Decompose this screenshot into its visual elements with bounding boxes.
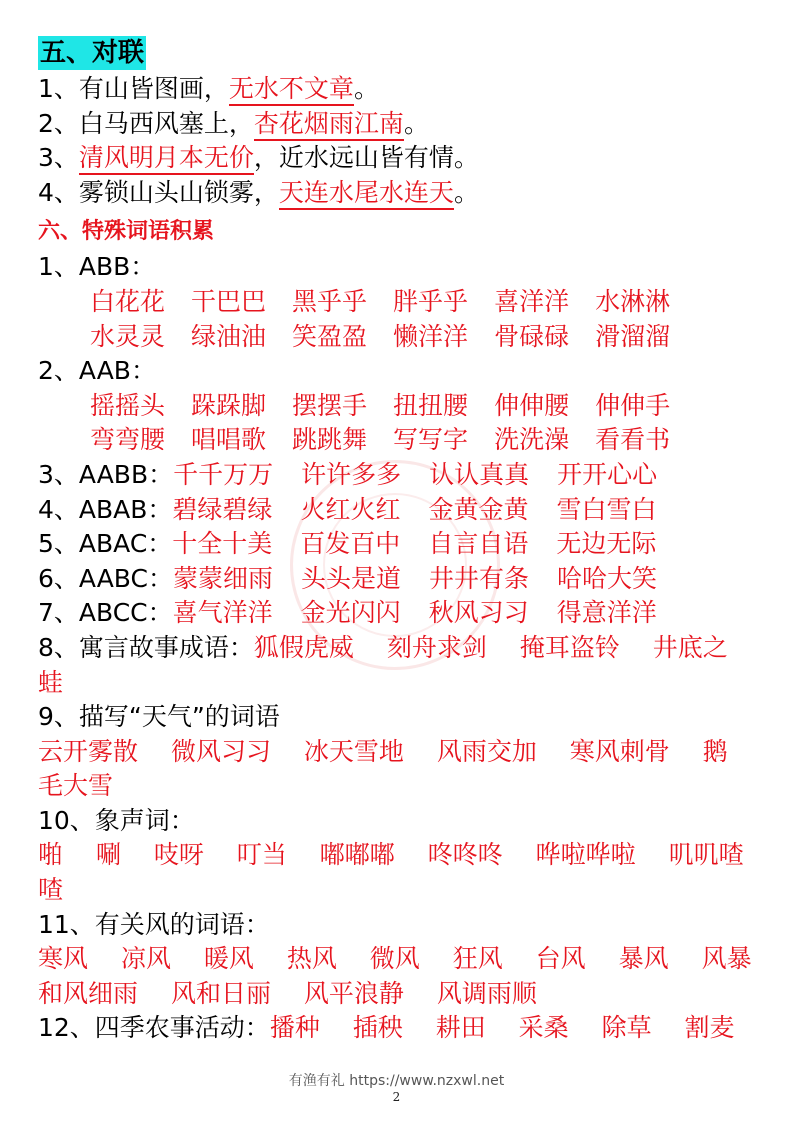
- weather-label: 9、描写“天气”的词语: [38, 702, 280, 732]
- word: 摆摆手: [292, 390, 368, 420]
- section-5-title: 五、对联: [40, 38, 145, 68]
- couplet-end: 。: [353, 74, 379, 103]
- word: 自言自语: [428, 529, 529, 559]
- word: 干巴巴: [191, 286, 267, 316]
- word: 喜洋洋: [494, 286, 570, 316]
- word: 百发百中: [300, 529, 401, 559]
- pattern-aabb: [38, 458, 768, 493]
- word: 跺跺脚: [191, 390, 267, 420]
- word: 井井有条: [429, 563, 530, 593]
- onomatopoeia-words: 啪 唰 吱呀 叮当 嘟嘟嘟 咚咚咚 哗啦哗啦 叽叽喳: [38, 840, 744, 870]
- word: 千千万万: [173, 459, 274, 489]
- abb-row-1: [38, 285, 768, 320]
- couplet-answer: 天连水尾水连天: [279, 178, 454, 210]
- word: 十全十美: [172, 529, 273, 559]
- word: 扭扭腰: [393, 390, 469, 420]
- item-number: 1、: [38, 74, 79, 103]
- word: 无边无际: [556, 529, 657, 559]
- idioms-line: [38, 631, 768, 666]
- couplet-second-half: ，近水远山皆有情。: [253, 143, 479, 173]
- couplet-2: [38, 107, 768, 142]
- word: 认认真真: [429, 459, 530, 489]
- word: 水灵灵: [90, 321, 166, 351]
- couplet-end: 。: [453, 177, 479, 207]
- word: 懒洋洋: [393, 321, 469, 351]
- couplet-first-half: 雾锁山头山锁雾，: [78, 177, 279, 207]
- word: 蒙蒙细雨: [172, 563, 273, 593]
- word: 雪白雪白: [556, 494, 657, 524]
- item-number: 3、: [38, 143, 79, 173]
- word: 唱唱歌: [191, 425, 267, 455]
- farm-words: 播种 插秧 耕田 采桑 除草 割麦: [269, 1013, 735, 1043]
- pattern-aabc: [38, 562, 768, 597]
- word: 骨碌碌: [494, 321, 570, 351]
- word: 摇摇头: [90, 390, 166, 420]
- farm-label: 12、四季农事活动：: [38, 1013, 270, 1043]
- idioms-words: 狐假虎威 刻舟求剑 掩耳盗铃 井底之: [253, 632, 728, 662]
- onomatopoeia-label: 10、象声词：: [38, 805, 195, 835]
- word: 弯弯腰: [90, 425, 166, 455]
- word: 水淋淋: [595, 286, 671, 316]
- aab-label: 2、AAB：: [38, 356, 156, 386]
- onomatopoeia-words-continued: 喳: [38, 875, 64, 905]
- word: 滑溜溜: [595, 321, 671, 351]
- word: 得意洋洋: [556, 598, 657, 628]
- aab-row-2: [38, 423, 768, 458]
- word: 秋风习习: [428, 598, 529, 628]
- word: 笑盈盈: [292, 321, 368, 351]
- pattern-label: 6、AABC：: [38, 563, 173, 593]
- word: 许许多多: [301, 459, 402, 489]
- weather-words: 云开雾散 微风习习 冰天雪地 风雨交加 寒风刺骨 鹅: [38, 736, 728, 766]
- word: 金光闪闪: [300, 598, 401, 628]
- word: 开开心心: [557, 459, 658, 489]
- abb-row-2: [38, 320, 768, 355]
- word: 喜气洋洋: [172, 598, 273, 628]
- word: 哈哈大笑: [557, 563, 658, 593]
- word: 伸伸手: [595, 390, 671, 420]
- section-6-title: 六、特殊词语积累: [38, 219, 215, 245]
- couplet-answer: 清风明月本无价: [79, 143, 254, 175]
- footer-site: 有渔有礼 https://www.nzxwl.net: [288, 1073, 505, 1089]
- wind-label: 11、有关风的词语：: [38, 909, 270, 939]
- word: 洗洗澡: [494, 425, 570, 455]
- couplet-4: [38, 176, 768, 211]
- farm-line: [38, 1011, 768, 1046]
- word: 金黄金黄: [428, 494, 529, 524]
- wind-words-continued: 和风细雨 风和日丽 风平浪静 风调雨顺: [38, 978, 537, 1008]
- document-page: [38, 34, 768, 1046]
- pattern-label: 4、ABAB：: [38, 494, 173, 524]
- idioms-continued: 蛙: [38, 667, 64, 697]
- pattern-label: 3、AABB：: [38, 459, 174, 489]
- item-number: 2、: [38, 108, 79, 138]
- pattern-label: 5、ABAC：: [38, 529, 173, 559]
- couplet-3: [38, 141, 768, 176]
- word: 跳跳舞: [292, 425, 368, 455]
- idioms-label: 8、寓言故事成语：: [38, 632, 254, 662]
- couplet-end: 。: [403, 108, 429, 138]
- couplet-first-half: 有山皆图画，: [78, 74, 229, 103]
- word: 火红火红: [300, 494, 401, 524]
- word: 胖乎乎: [393, 286, 469, 316]
- wind-words: 寒风 凉风 暖风 热风 微风 狂风 台风 暴风 风暴: [38, 944, 752, 974]
- word: 伸伸腰: [494, 390, 570, 420]
- abb-label: 1、ABB：: [38, 252, 156, 282]
- word: 白花花: [90, 286, 166, 316]
- couplet-1: [38, 72, 768, 107]
- word: 碧绿碧绿: [172, 494, 273, 524]
- pattern-abab: [38, 493, 768, 528]
- word: 写写字: [393, 425, 469, 455]
- pattern-label: 7、ABCC：: [38, 598, 173, 628]
- word: 绿油油: [191, 321, 267, 351]
- aab-row-1: [38, 389, 768, 424]
- pattern-abcc: [38, 596, 768, 631]
- word: 头头是道: [301, 563, 402, 593]
- weather-words-continued: 毛大雪: [38, 771, 114, 801]
- couplet-first-half: 白马西风塞上，: [78, 108, 254, 138]
- pattern-abac: [38, 527, 768, 562]
- item-number: 4、: [38, 177, 79, 207]
- word: 黑乎乎: [292, 286, 368, 316]
- couplet-answer: 无水不文章: [229, 74, 354, 106]
- word: 看看书: [595, 425, 671, 455]
- couplet-answer: 杏花烟雨江南: [254, 109, 404, 141]
- page-number: 2: [392, 1090, 401, 1104]
